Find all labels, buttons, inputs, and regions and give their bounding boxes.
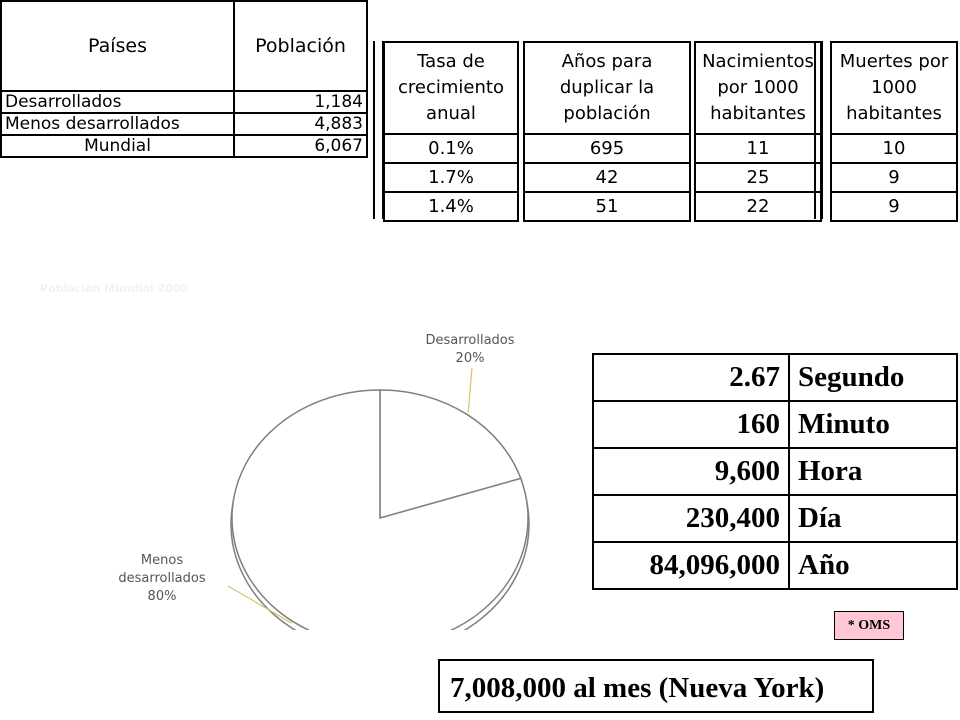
- country-name: Menos desarrollados: [1, 113, 234, 135]
- doubling-header-line: Años para: [561, 51, 653, 72]
- growth-value: 1.7%: [384, 163, 518, 192]
- deaths-value: 10: [831, 134, 957, 163]
- new-york-note: 7,008,000 al mes (Nueva York): [438, 659, 874, 713]
- country-population: 1,184: [234, 91, 367, 113]
- rate-value: 230,400: [593, 495, 789, 542]
- pie-value-label: 80%: [147, 589, 177, 604]
- doubling-header: [524, 42, 690, 134]
- pie-value-label: 20%: [455, 351, 485, 366]
- doubling-table: [523, 41, 691, 222]
- pie-label: Menos: [140, 553, 184, 568]
- pie-chart: [100, 330, 580, 630]
- rate-value: 84,096,000: [593, 542, 789, 589]
- growth-header-line: anual: [426, 103, 476, 124]
- country-name: Mundial: [1, 135, 234, 157]
- deaths-header-line: habitantes: [846, 103, 942, 124]
- column-separator: [814, 41, 823, 219]
- growth-header: [384, 42, 518, 134]
- deaths-value: 9: [831, 192, 957, 221]
- header-countries: Países: [1, 1, 234, 91]
- births-table: [694, 41, 822, 222]
- deaths-header-line: 1000: [871, 77, 917, 98]
- births-header-line: por 1000: [717, 77, 799, 98]
- doubling-header-line: población: [563, 103, 651, 124]
- births-header-line: Nacimientos: [702, 51, 814, 72]
- doubling-value: 51: [524, 192, 690, 221]
- rate-unit: Minuto: [789, 401, 957, 448]
- deaths-table: [830, 41, 958, 222]
- pie-leader-line: [468, 368, 472, 413]
- country-population: 4,883: [234, 113, 367, 135]
- deaths-value: 9: [831, 163, 957, 192]
- pie-label: desarrollados: [118, 571, 206, 586]
- doubling-value: 695: [524, 134, 690, 163]
- growth-header-line: crecimiento: [398, 77, 504, 98]
- growth-header-line: Tasa de: [417, 51, 485, 72]
- header-population: Población: [234, 1, 367, 91]
- rate-value: 2.67: [593, 354, 789, 401]
- country-name: Desarrollados: [1, 91, 234, 113]
- growth-value: 1.4%: [384, 192, 518, 221]
- births-header-line: habitantes: [710, 103, 806, 124]
- chart-title: Población Mundial 2000: [40, 282, 189, 295]
- rate-unit: Año: [789, 542, 957, 589]
- deaths-header: [831, 42, 957, 134]
- rate-value: 160: [593, 401, 789, 448]
- rate-unit: Hora: [789, 448, 957, 495]
- country-population: 6,067: [234, 135, 367, 157]
- deaths-header-line: Muertes por: [839, 51, 949, 72]
- births-value: 22: [695, 192, 821, 221]
- births-value: 25: [695, 163, 821, 192]
- rate-unit: Día: [789, 495, 957, 542]
- growth-table: [383, 41, 519, 222]
- countries-table: [0, 0, 368, 158]
- births-value: 11: [695, 134, 821, 163]
- pie-label: Desarrollados: [425, 333, 515, 348]
- growth-value: 0.1%: [384, 134, 518, 163]
- oms-badge: * OMS: [834, 611, 904, 640]
- rate-unit: Segundo: [789, 354, 957, 401]
- rate-value: 9,600: [593, 448, 789, 495]
- births-header: [695, 42, 821, 134]
- doubling-value: 42: [524, 163, 690, 192]
- doubling-header-line: duplicar la: [559, 77, 655, 98]
- rates-table: [592, 353, 958, 590]
